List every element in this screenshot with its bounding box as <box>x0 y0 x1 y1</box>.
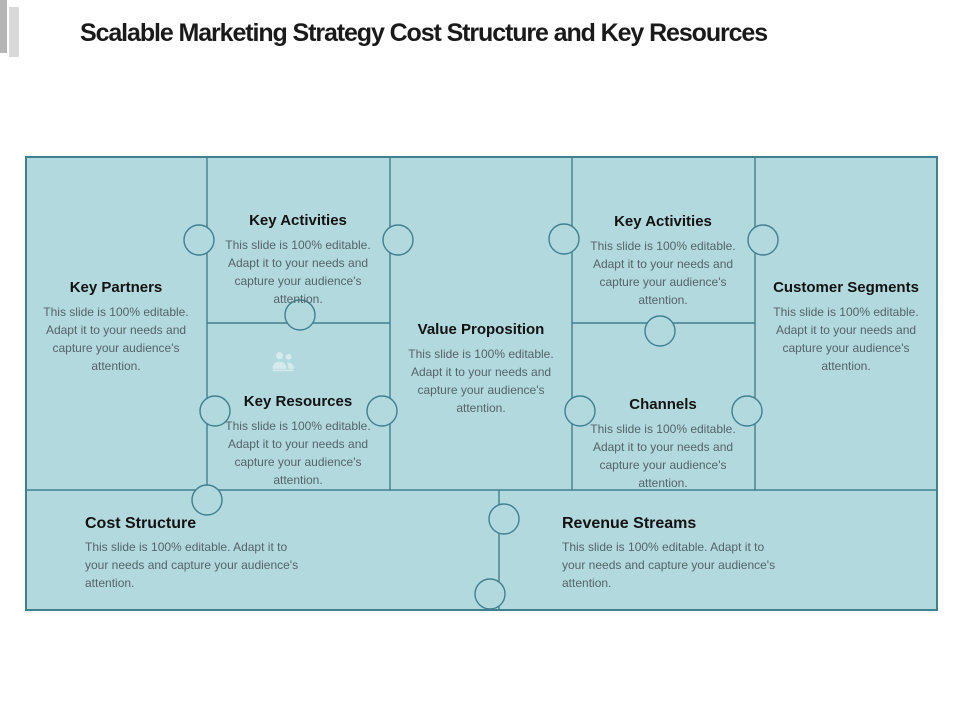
section-value-proposition <box>399 320 563 417</box>
section-title: Revenue Streams <box>562 515 697 532</box>
section-title: Channels <box>629 396 697 413</box>
section-channels <box>581 395 745 492</box>
section-title: Key Partners <box>69 279 163 296</box>
section-body: This slide is 100% editable. Adapt it to your needs and capture your audience's attention. <box>773 305 919 373</box>
section-key-activities-left <box>216 211 380 308</box>
section-title: Customer Segments <box>773 279 919 296</box>
section-body: This slide is 100% editable. Adapt it to your needs and capture your audience's attention. <box>590 422 736 490</box>
section-title: Key Resources <box>243 393 353 410</box>
section-title: Cost Structure <box>85 515 197 532</box>
section-title: Key Activities <box>614 213 712 230</box>
section-key-resources <box>216 392 380 489</box>
section-customer-segments <box>764 278 928 375</box>
page-title: Scalable Marketing Strategy Cost Structure and Key Resources <box>80 19 768 47</box>
section-revenue-streams <box>562 514 802 592</box>
section-body: This slide is 100% editable. Adapt it to your needs and capture your audience's attention. <box>590 239 736 307</box>
people-icon <box>268 347 298 375</box>
section-body: This slide is 100% editable. Adapt it to your needs and capture your audience's attention. <box>85 540 299 590</box>
section-body: This slide is 100% editable. Adapt it to your needs and capture your audience's attention. <box>43 305 189 373</box>
section-title: Value Proposition <box>417 321 545 338</box>
section-key-partners <box>34 278 198 375</box>
section-body: This slide is 100% editable. Adapt it to your needs and capture your audience's attention. <box>408 347 554 415</box>
section-title: Key Activities <box>249 212 347 229</box>
section-body: This slide is 100% editable. Adapt it to your needs and capture your audience's attention. <box>225 238 371 306</box>
section-cost-structure <box>85 514 325 592</box>
section-key-activities-right <box>581 212 745 309</box>
section-body: This slide is 100% editable. Adapt it to your needs and capture your audience's attention. <box>562 540 776 590</box>
section-body: This slide is 100% editable. Adapt it to your needs and capture your audience's attention. <box>225 419 371 487</box>
